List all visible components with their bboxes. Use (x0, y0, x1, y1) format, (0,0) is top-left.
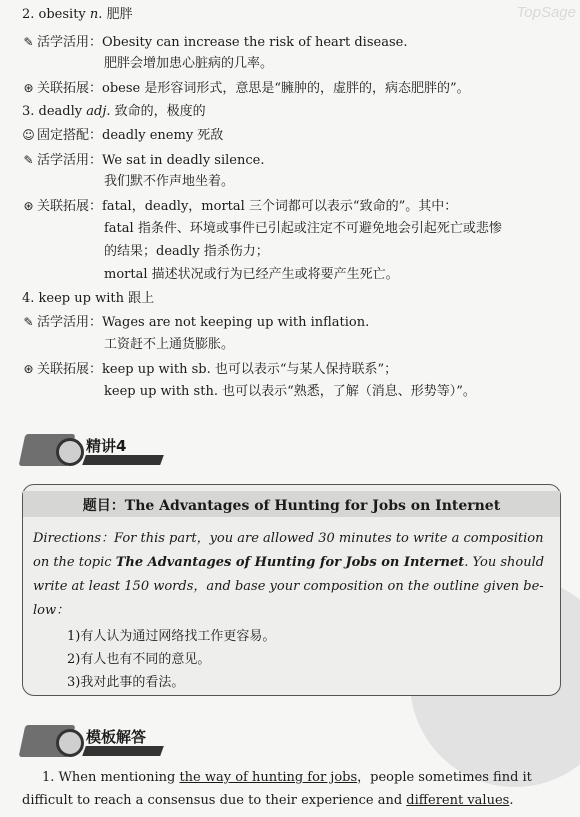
directions-line2: on the topic The Advantages of Hunting for Jobs on Internet. You should (33, 555, 545, 570)
item4-extension: ⊛ 关联拓展：keep up with sb. 也可以表示“与某人保持联系”； (23, 362, 398, 377)
answer-line1: 1. When mentioning the way of hunting for jobs，people sometimes find it (42, 770, 532, 785)
link-icon: ⊛ (23, 81, 34, 95)
task-title: 题目：The Advantages of Hunting for Jobs on Internet (82, 498, 501, 514)
document-icon (56, 729, 84, 757)
item4-heading: 4. keep up with 跟上 (22, 291, 155, 306)
pencil-icon: ✎ (23, 153, 34, 167)
item3-extension-line3: 的结果；deadly 指杀伤力； (104, 244, 269, 259)
directions-line1: Directions：For this part，you are allowed 30 minutes to write a composition (33, 531, 544, 546)
item3-extension-line2: fatal 指条件、环境或事件已引起或注定不可避免地会引起死亡或悲惨 (104, 221, 502, 236)
pencil-icon: ✎ (23, 315, 34, 329)
item4-practice: ✎ 活学活用：Wages are not keeping up with inflation. (23, 315, 370, 330)
section-header-template (22, 723, 172, 761)
link-icon: ⊛ (23, 362, 34, 376)
task-box (22, 484, 561, 696)
item3-extension-line4: mortal 描述状况或行为已经产生或将要产生死亡。 (104, 267, 399, 282)
outline-point-1: 1)有人认为通过网络找工作更容易。 (67, 629, 276, 644)
item3-collocation: ☺ 固定搭配：deadly enemy 死敌 (22, 128, 224, 143)
directions-line4: low： (33, 603, 70, 618)
section-header-jingjiang (22, 432, 172, 470)
item4-practice-cn: 工资赶不上通货膨胀。 (104, 337, 235, 352)
section-title: 精讲4 (86, 437, 127, 455)
directions-line3: write at least 150 words，and base your composition on the outline given be- (33, 579, 544, 594)
smiley-icon: ☺ (22, 128, 35, 142)
section-title-2: 模板解答 (86, 728, 147, 746)
outline-point-3: 3)我对此事的看法。 (67, 675, 185, 690)
item2-heading: 2. obesity n. 肥胖 (22, 7, 133, 22)
item3-practice: ✎ 活学活用：We sat in deadly silence. (23, 153, 265, 168)
link-icon: ⊛ (23, 199, 34, 213)
item2-practice-cn: 肥胖会增加患心脏病的几率。 (104, 56, 274, 71)
item2-practice: ✎ 活学活用：Obesity can increase the risk of heart disease. (23, 35, 408, 50)
item4-extension-line2: keep up with sth. 也可以表示“熟悉，了解（消息、形势等）”。 (104, 384, 476, 399)
answer-line2: difficult to reach a consensus due to their experience and different values. (22, 793, 514, 808)
watermark: TopSage (516, 4, 576, 21)
item3-heading: 3. deadly adj. 致命的，极度的 (22, 104, 206, 119)
magnifier-icon (56, 438, 84, 466)
item3-practice-cn: 我们默不作声地坐着。 (104, 174, 235, 189)
pencil-icon: ✎ (23, 35, 34, 49)
outline-point-2: 2)有人也有不同的意见。 (67, 652, 211, 667)
item3-extension: ⊛ 关联拓展：fatal，deadly，mortal 三个词都可以表示“致命的”。其中： (23, 199, 458, 214)
item2-extension: ⊛ 关联拓展：obese 是形容词形式，意思是“臃肿的，虚胖的，病态肥胖的”。 (23, 81, 470, 96)
